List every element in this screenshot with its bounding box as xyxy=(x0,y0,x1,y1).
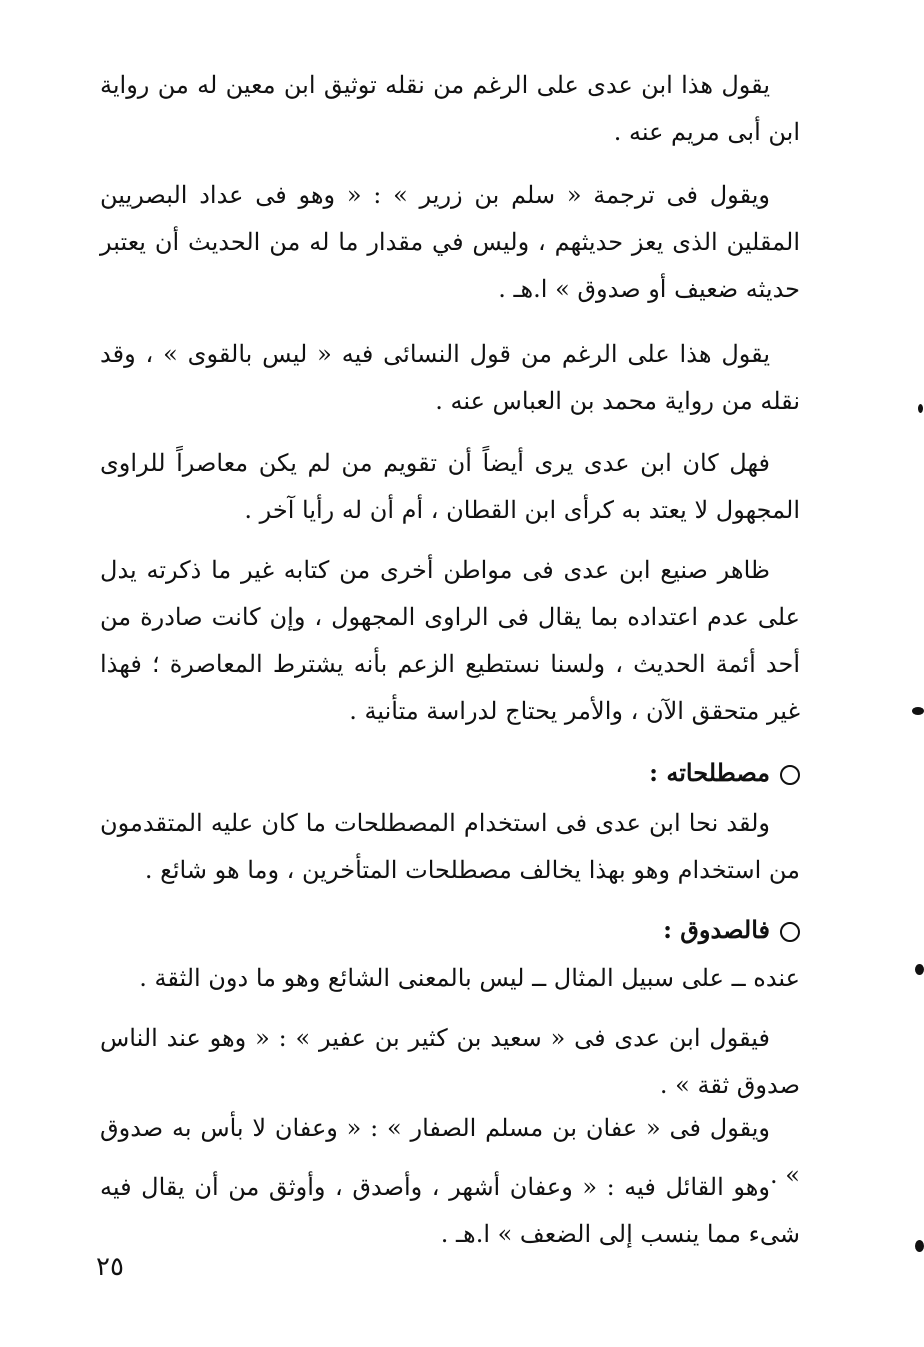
scan-mark xyxy=(912,707,924,715)
section-heading-saduq xyxy=(100,910,800,950)
circle-bullet-icon xyxy=(780,765,800,785)
paragraph-4: فهل كان ابن عدى يرى أيضاً أن تقويم من لم يكن معاصراً للراوى المجهول لا يعتد به كرأى ابن القطان ، أم أن له رأيا آخر . xyxy=(100,449,800,524)
paragraph-5: ظاهر صنيع ابن عدى فى مواطن أخرى من كتابه غير ما ذكرته يدل على عدم اعتداده بما يقال فى الراوى المجهول ، وإن كانت صادرة من أحد أئمة الحديث ، ولسنا نستطيع الزعم بأنه يشترط المعاصرة ؛ فهذا غير متحقق الآن ، والأمر يحتاج لدراسة متأنية . xyxy=(100,556,800,725)
paragraph-affan: ويقول فى « عفان بن مسلم الصفار » : « وعفان لا بأس به صدوق » . xyxy=(100,1114,800,1189)
paragraph-3: يقول هذا على الرغم من قول النسائى فيه « ليس بالقوى » ، وقد نقله من رواية محمد بن العباس عنه . xyxy=(100,340,800,415)
scan-mark xyxy=(915,1240,924,1252)
line-saduq: عنده ــ على سبيل المثال ــ ليس بالمعنى الشائع وهو ما دون الثقة . xyxy=(139,964,800,992)
page-number: ٢٥ xyxy=(96,1252,124,1282)
section-heading-terms xyxy=(100,753,800,793)
heading-saduq-text: فالصدوق : xyxy=(663,915,770,944)
heading-terms-text: مصطلحاته : xyxy=(649,758,770,787)
circle-bullet-icon xyxy=(780,922,800,942)
paragraph-qail: وهو القائل فيه : « وعفان أشهر ، وأصدق ، وأوثق من أن يقال فيه شىء مما ينسب إلى الضعف » ا.هـ . xyxy=(100,1173,800,1248)
paragraph-1: يقول هذا ابن عدى على الرغم من نقله توثيق ابن معين له من رواية ابن أبى مريم عنه . xyxy=(100,71,800,146)
scan-mark xyxy=(915,964,924,975)
paragraph-terms: ولقد نحا ابن عدى فى استخدام المصطلحات ما كان عليه المتقدمون من استخدام وهو بهذا يخالف مصطلحات المتأخرين ، وما هو شائع . xyxy=(100,809,800,884)
paragraph-said: فيقول ابن عدى فى « سعيد بن كثير بن عفير » : « وهو عند الناس صدوق ثقة » . xyxy=(100,1024,800,1099)
paragraph-2: ويقول فى ترجمة « سلم بن زرير » : « وهو فى عداد البصريين المقلين الذى يعز حديثهم ، وليس في مقدار ما له من الحديث أن يعتبر حديثه ضعيف أو صدوق » ا.هـ . xyxy=(100,181,800,303)
scan-mark xyxy=(918,404,923,413)
